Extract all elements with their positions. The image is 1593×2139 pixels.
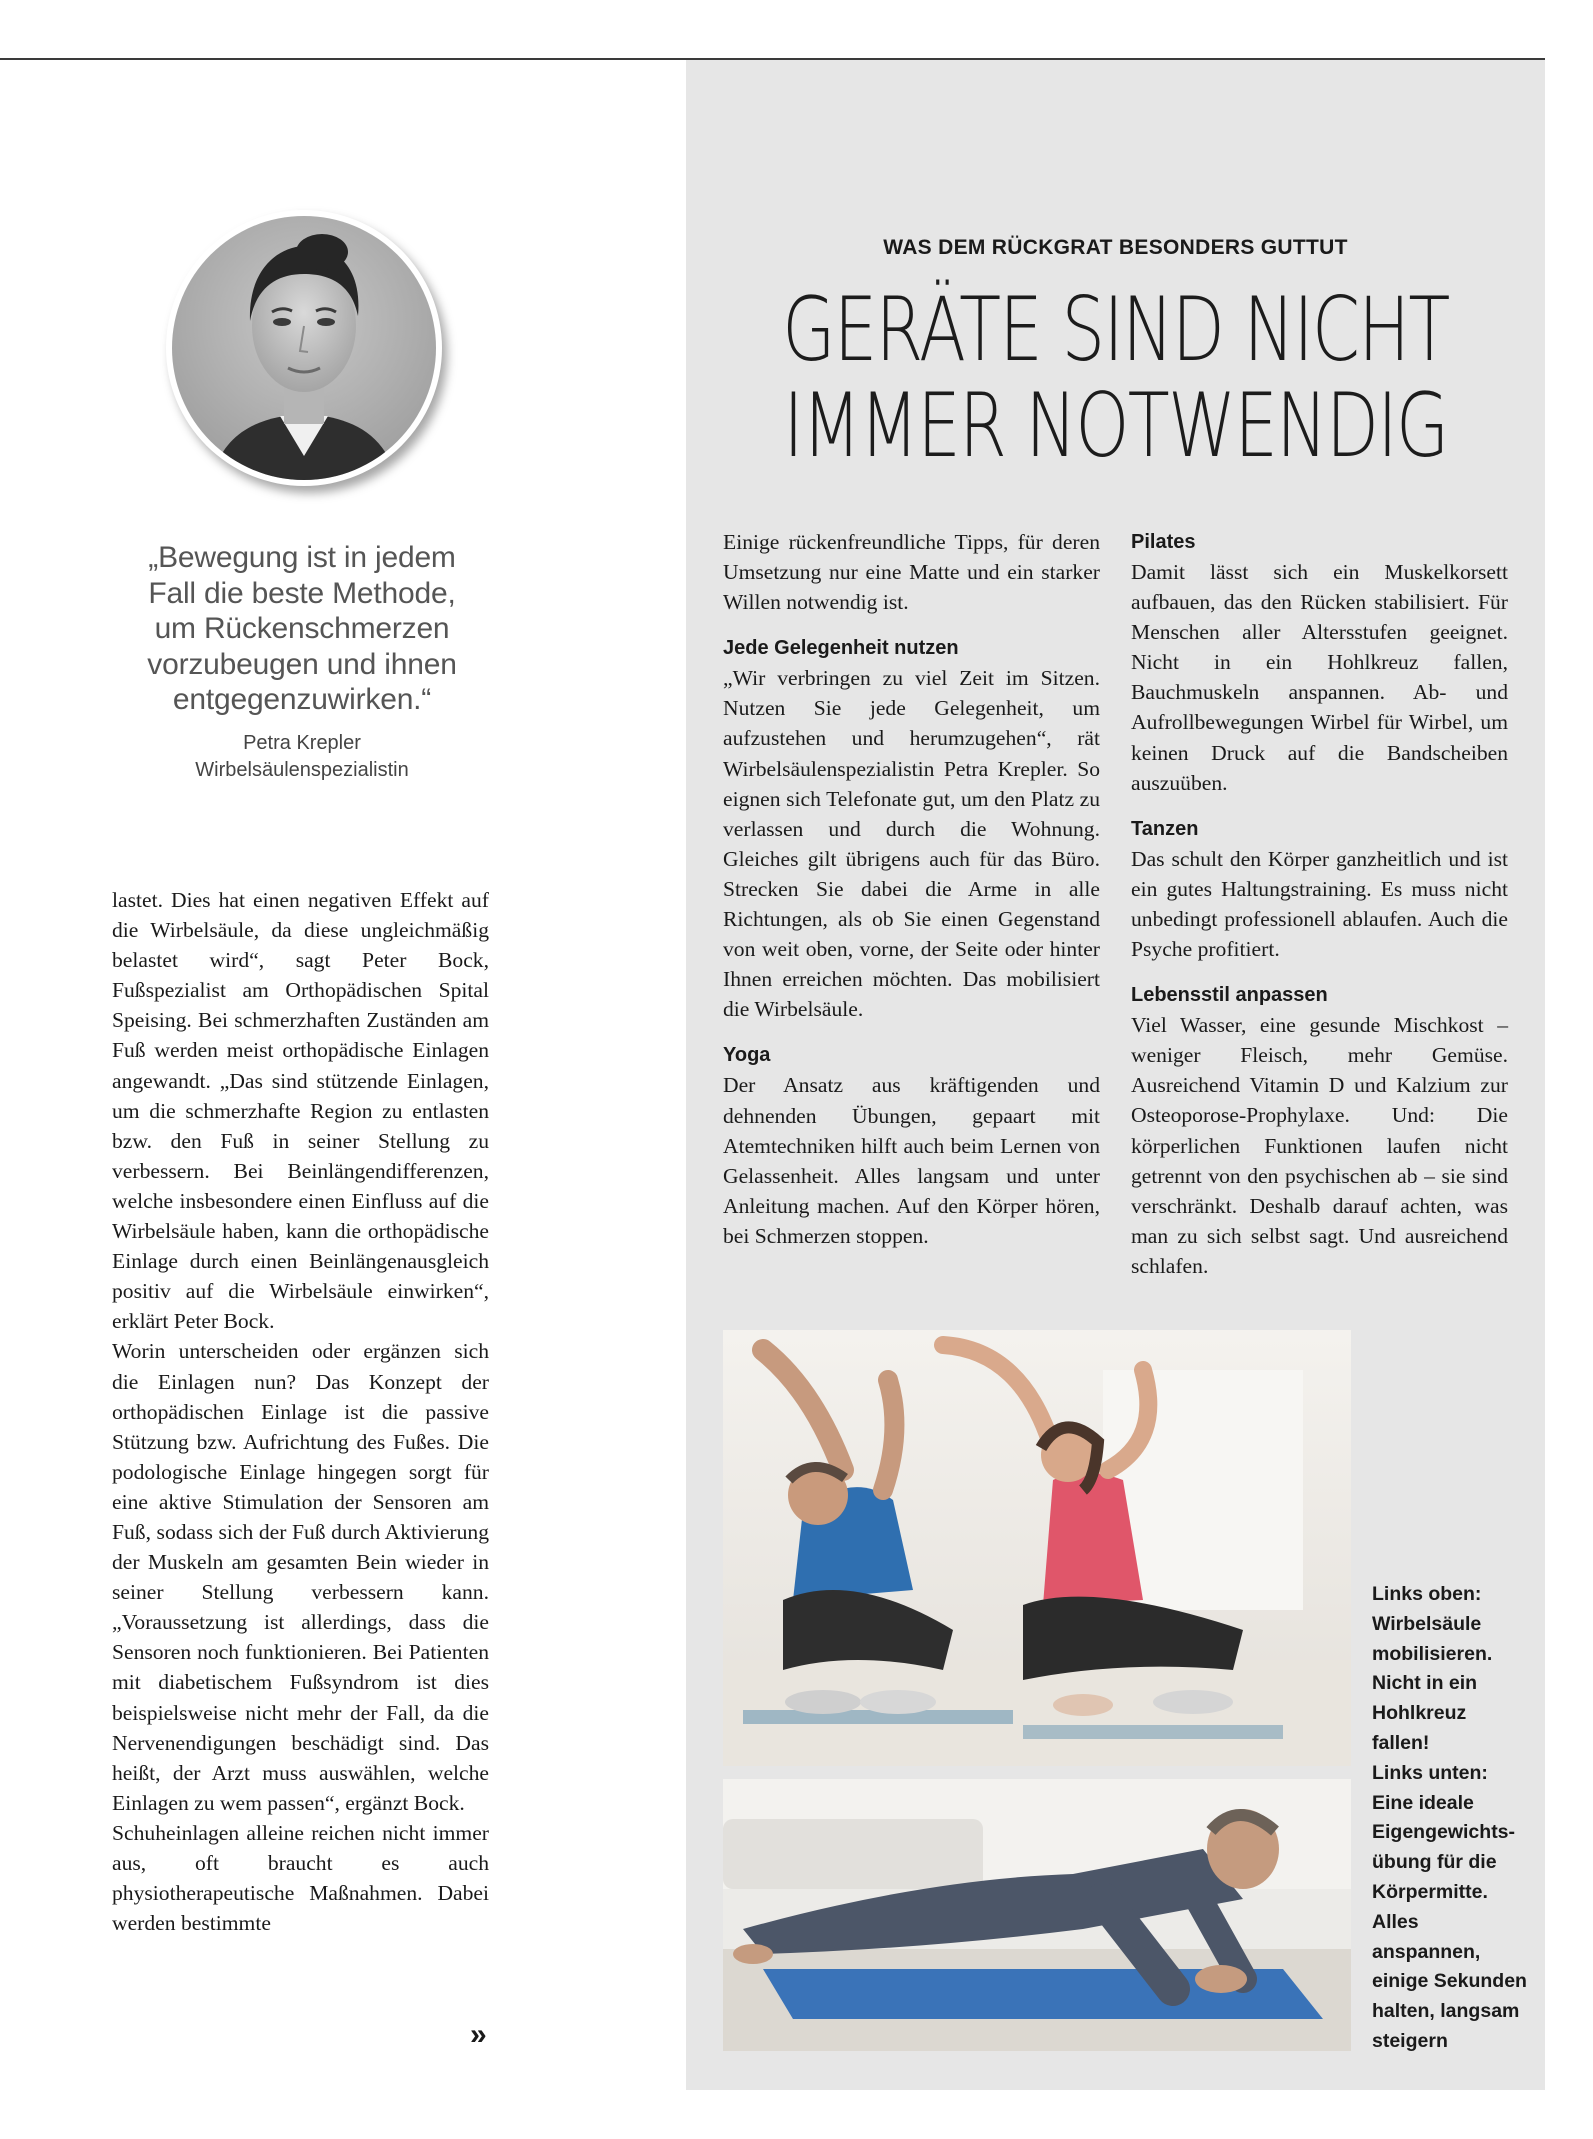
quote-attribution [108,730,496,784]
plank-illustration [723,1779,1351,2051]
caption-line: Eigengewichts- [1372,1821,1516,1844]
section-heading: Tanzen [1131,817,1199,840]
portrait-illustration [172,216,436,480]
caption-line: Alles [1372,1910,1419,1933]
caption-line: Wirbelsäule [1372,1612,1482,1635]
caption-line: übung für die [1372,1851,1497,1874]
caption-line: Eine ideale [1372,1791,1474,1814]
photo-plank-exercise [723,1779,1351,2051]
caption-line: Hohlkreuz [1372,1702,1467,1725]
section-text: Der Ansatz aus kräftigenden und dehnenden Übungen, gepaart mit Atemtechniken hilft auch beim Lernen von Gelassenheit. Alles langsam und unter Anleitung machen. Auf den Körper hören, bei Schmerzen stoppen. [723,1073,1100,1248]
quote-author-role: Wirbelsäulenspezialistin [195,758,409,781]
kicker: WAS DEM RÜCKGRAT BESONDERS GUTTUT [883,236,1348,259]
section-heading: Yoga [723,1044,771,1067]
photo-stretching-couple [723,1330,1351,1766]
caption-line: halten, langsam [1372,2000,1520,2023]
quote-line: entgegenzuwirken.“ [172,683,432,716]
caption-line: Körpermitte. [1372,1880,1488,1903]
section-text: „Wir verbringen zu viel Zeit im Sitzen. Nutzen Sie jede Gelegenheit, um aufzustehen und herumzugehen“, rät Wirbelsäulenspezialistin Petra Krepler. So eignen sich Telefonate gut, um den Platz zu verlassen und durch die Wohnung. Gleiches gilt übrigens auch für das Büro. Strecken Sie dabei die Arme in alle Richtungen, als ob Sie einen Gegenstand von weit oben, vorne, der Seite oder hinter Ihnen erreichen möchten. Das mobilisiert die Wirbelsäule. [723,666,1100,1022]
quote-line: „Bewegung ist in jedem [148,541,456,574]
right-body-column [1131,527,1508,1281]
body-paragraph: Schuheinlagen alleine reichen nicht immer aus, oft braucht es auch physiotherapeutische Maßnahmen. Dabei werden bestimmte [112,1820,489,1936]
quote-line: vorzubeugen und ihnen [147,647,457,681]
left-body-column [112,885,489,1938]
continue-mark: » [470,2018,487,2051]
portrait-frame [166,210,442,486]
section-heading: Lebensstil anpassen [1131,984,1328,1007]
caption-line: fallen! [1372,1731,1430,1754]
headline-line: GERÄTE SIND NICHT [782,278,1449,381]
section-heading: Jede Gelegenheit nutzen [723,637,959,660]
intro-paragraph: Einige rückenfreundliche Tipps, für deren Umsetzung nur eine Matte und ein starker Willen notwendig ist. [723,530,1100,615]
body-paragraph: Worin unterscheiden oder ergänzen sich die Einlagen nun? Das Konzept der orthopädischen Einlage ist die passive Stützung bzw. Aufrichtung des Fußes. Die podologische Einlage hingegen sorgt für eine aktive Stimulation der Sensoren am Fuß, sodass sich der Fuß durch Aktivierung der Muskeln am gesamten Bein wieder in seiner Stellung verbessern kann. „Voraussetzung ist allerdings, dass die Sensoren noch funktionieren. Bei Patienten mit diabetischem Fußsyndrom ist dies beispielsweise nicht mehr der Fall, da die Nervenendigungen beschädigt sind. Das heißt, der Arzt muss auswählen, welche Einlagen zu wem passen“, ergänzt Bock. [112,1339,489,1815]
quote-line: um Rückenschmerzen [154,612,450,645]
caption-line: Nicht in ein [1372,1672,1478,1695]
headline-line: IMMER NOTWENDIG [783,374,1448,477]
pull-quote [108,540,496,784]
section-heading: Pilates [1131,531,1196,553]
section-text: Das schult den Körper ganzheitlich und ist ein gutes Haltungstraining. Es muss nicht unbedingt professionell ablaufen. Auch die Psyche profitiert. [1131,846,1508,962]
caption-line: mobilisieren. [1372,1642,1493,1665]
caption-line: einige Sekunden [1372,1970,1527,1993]
quote-line: Fall die beste Methode, [148,576,456,610]
caption-line: anspannen, [1372,1940,1481,1963]
headline [780,278,1450,477]
photo-caption [1372,1580,1532,2057]
caption-line: Links oben: [1372,1583,1482,1605]
body-paragraph: lastet. Dies hat einen negativen Effekt auf die Wirbelsäule, da diese ungleichmäßig belastet wird“, sagt Peter Bock, Fußspezialist am Orthopädischen Spital Speising. Bei schmerzhaften Zuständen am Fuß werden meist orthopädische Einlagen angewandt. „Das sind stützende Einlagen, um die schmerzhafte Region zu entlasten bzw. den Fuß in seiner Stellung zu verbessern. Bei Beinlängendifferenzen, welche insbesondere einen Einfluss auf die Wirbelsäule haben, kann die orthopädische Einlage durch einen Beinlängenausgleich positiv auf die Wirbelsäule einwirken“, erklärt Peter Bock. [112,888,489,1334]
quote-author-name: Petra Krepler [243,731,361,754]
middle-body-column [723,527,1100,1251]
portrait-photo [172,216,436,480]
section-text: Damit lässt sich ein Muskelkorsett aufbauen, das den Rücken stabilisiert. Für Menschen aller Altersstufen geeignet. Nicht in ein Hohlkreuz fallen, Bauchmuskeln anspannen. Ab- und Aufrollbewegungen Wirbel für Wirbel, um keinen Druck auf die Bandscheiben auszuüben. [1131,560,1508,795]
quote-text [108,540,496,718]
caption-line: steigern [1372,2029,1448,2052]
section-text: Viel Wasser, eine gesunde Mischkost – weniger Fleisch, mehr Gemüse. Ausreichend Vitamin D und Kalzium zur Osteoporose-Prophylaxe. Und: Die körperlichen Funktionen laufen nicht getrennt von den psychischen ab – sie sind verschränkt. Deshalb darauf achten, was man zu sich selbst sagt. Und ausreichend schlafen. [1131,1013,1508,1278]
caption-line: Links unten: [1372,1761,1488,1784]
stretching-illustration [723,1330,1351,1766]
